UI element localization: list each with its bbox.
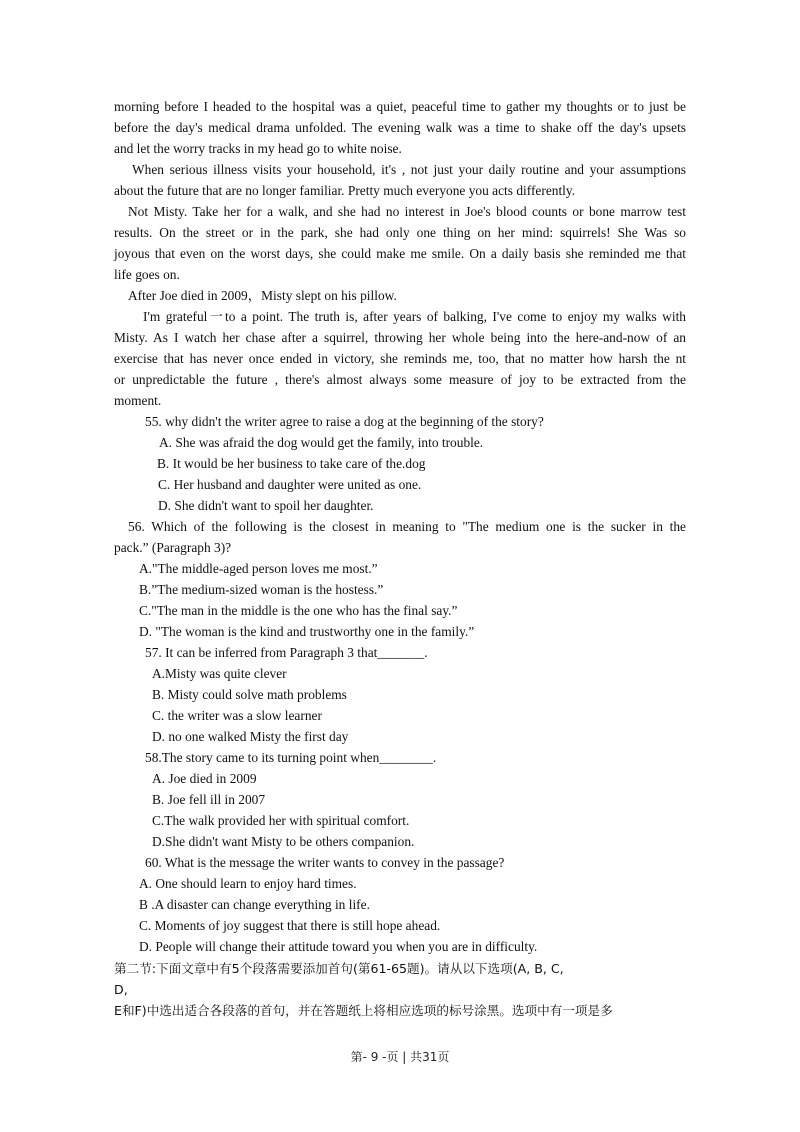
question-option: B .A disaster can change everything in life. (139, 897, 370, 912)
question-option: B. It would be her business to take care of the.dog (157, 456, 426, 471)
paragraph-line: about the future that are no longer familiar. Pretty much everyone you acts differently. (114, 183, 576, 198)
question-option: D. People will change their attitude toward you when you are in difficulty. (139, 939, 538, 954)
question-option: A. Joe died in 2009 (152, 771, 257, 786)
paragraph-line: and let the worry tracks in my head go to white noise. (114, 141, 402, 156)
paragraph-line: When serious illness visits your household, it's , not just your daily routine and your assumptions (132, 162, 686, 177)
question-option: A.Misty was quite clever (152, 666, 287, 681)
question-option: D. She didn't want to spoil her daughter. (158, 498, 374, 513)
paragraph-line: After Joe died in 2009，Misty slept on his pillow. (128, 288, 397, 303)
question-option: D. no one walked Misty the first day (152, 729, 349, 744)
question-stem: 57. It can be inferred from Paragraph 3 that_______. (145, 645, 428, 660)
question-stem: 60. What is the message the writer wants to convey in the passage? (145, 855, 505, 870)
question-option: A."The middle-aged person loves me most.” (139, 561, 378, 576)
question-stem: 55. why didn't the writer agree to raise a dog at the beginning of the story? (145, 414, 544, 429)
question-option: D.She didn't want Misty to be others companion. (152, 834, 415, 849)
paragraph-line: I'm grateful一to a point. The truth is, after years of balking, I've come to enjoy my walks with (143, 309, 686, 324)
question-option: C."The man in the middle is the one who has the final say.” (139, 603, 458, 618)
paragraph-line: Misty. As I watch her chase after a squirrel, throwing her whole being into the here-and-now of an (114, 330, 686, 345)
paragraph-line: Not Misty. Take her for a walk, and she had no interest in Joe's blood counts or bone marrow test (128, 204, 686, 219)
question-option: D. "The woman is the kind and trustworthy one in the family.” (139, 624, 475, 639)
section-instruction-line: 第二节:下面文章中有5个段落需要添加首句(第61-65题)。请从以下选项(A, B, C, (114, 961, 564, 976)
question-stem: pack.” (Paragraph 3)? (114, 540, 232, 555)
paragraph-line: before the day's medical drama unfolded. The evening walk was a time to shake off the day's upsets (114, 120, 686, 135)
page-footer: 第- 9 -页 | 共31页 (350, 1050, 450, 1064)
question-option: C.The walk provided her with spiritual comfort. (152, 813, 410, 828)
paragraph-line: moment. (114, 393, 162, 408)
question-stem: 56. Which of the following is the closest in meaning to "The medium one is the sucker in the (128, 519, 686, 534)
question-stem: 58.The story came to its turning point when________. (145, 750, 437, 765)
question-option: C. Her husband and daughter were united as one. (158, 477, 422, 492)
paragraph-line: or unpredictable the future , there's almost always some measure of joy to be extracted from the (114, 372, 686, 387)
section-instruction-line: E和F)中选出适合各段落的首句，并在答题纸上将相应选项的标号涂黑。选项中有一项是多 (114, 1003, 613, 1018)
section-instruction-line: D, (114, 982, 128, 997)
question-option: B.”The medium-sized woman is the hostess.” (139, 582, 384, 597)
question-option: C. Moments of joy suggest that there is still hope ahead. (139, 918, 441, 933)
paragraph-line: joyous that even on the worst days, she could make me smile. On a daily basis she reminded me that (114, 246, 686, 261)
question-option: A. One should learn to enjoy hard times. (139, 876, 357, 891)
paragraph-line: results. On the street or in the park, she had only one thing on her mind: squirrels! She Was so (114, 225, 686, 240)
question-option: B. Misty could solve math problems (152, 687, 347, 702)
question-option: C. the writer was a slow learner (152, 708, 322, 723)
question-option: A. She was afraid the dog would get the family, into trouble. (159, 435, 484, 450)
paragraph-line: exercise that has never once ended in victory, she reminds me, too, that no matter how harsh the nt (114, 351, 686, 366)
paragraph-line: morning before I headed to the hospital was a quiet, peaceful time to gather my thoughts or to just be (114, 99, 686, 114)
question-option: B. Joe fell ill in 2007 (152, 792, 266, 807)
paragraph-line: life goes on. (114, 267, 180, 282)
